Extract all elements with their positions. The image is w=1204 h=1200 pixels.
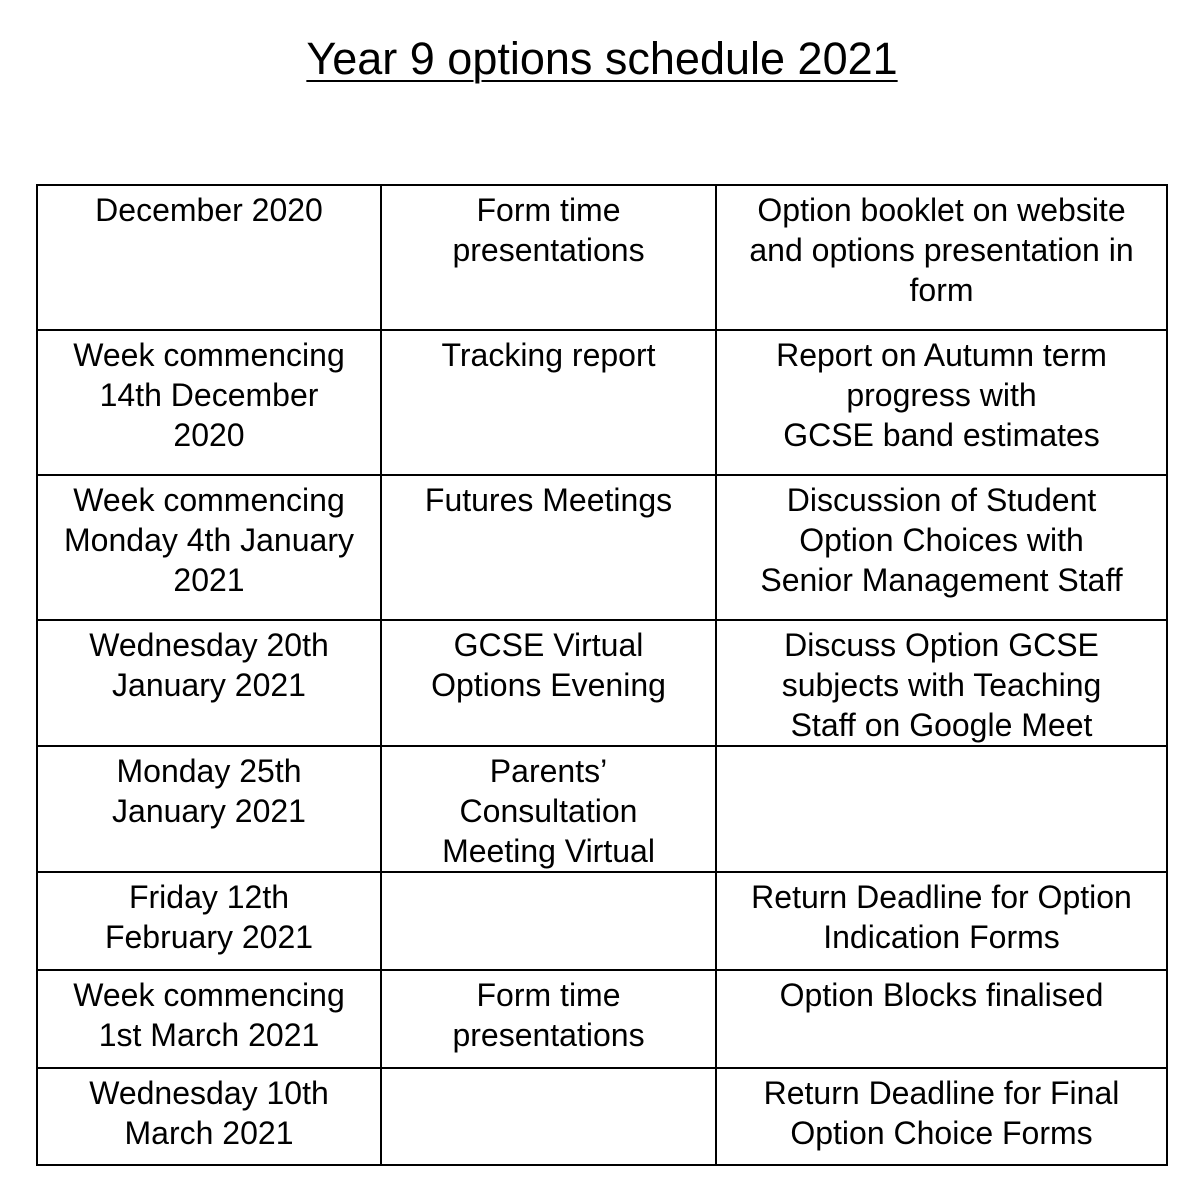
details-cell: Discuss Option GCSE subjects with Teaching Staff on Google Meet xyxy=(716,620,1167,746)
details-cell xyxy=(716,746,1167,872)
table-row xyxy=(37,1068,1167,1165)
table-row xyxy=(37,746,1167,872)
details-cell: Report on Autumn term progress with GCSE band estimates xyxy=(716,330,1167,475)
table-row xyxy=(37,330,1167,475)
event-cell xyxy=(381,1068,716,1165)
table-row xyxy=(37,620,1167,746)
event-cell xyxy=(381,872,716,970)
details-cell: Option booklet on website and options presentation in form xyxy=(716,185,1167,330)
date-cell: December 2020 xyxy=(37,185,381,330)
date-cell: Week commencing 1st March 2021 xyxy=(37,970,381,1068)
details-cell: Return Deadline for Option Indication Forms xyxy=(716,872,1167,970)
schedule-table xyxy=(36,184,1168,1166)
table-row xyxy=(37,872,1167,970)
event-cell: Form time presentations xyxy=(381,185,716,330)
date-cell: Wednesday 20th January 2021 xyxy=(37,620,381,746)
event-cell: Futures Meetings xyxy=(381,475,716,620)
details-cell: Discussion of Student Option Choices with Senior Management Staff xyxy=(716,475,1167,620)
table-row xyxy=(37,185,1167,330)
details-cell: Return Deadline for Final Option Choice Forms xyxy=(716,1068,1167,1165)
table-row xyxy=(37,970,1167,1068)
event-cell: Parents’ Consultation Meeting Virtual xyxy=(381,746,716,872)
details-cell: Option Blocks finalised xyxy=(716,970,1167,1068)
page-title: Year 9 options schedule 2021 xyxy=(306,33,898,84)
event-cell: Tracking report xyxy=(381,330,716,475)
date-cell: Monday 25th January 2021 xyxy=(37,746,381,872)
date-cell: Friday 12th February 2021 xyxy=(37,872,381,970)
event-cell: GCSE Virtual Options Evening xyxy=(381,620,716,746)
date-cell: Wednesday 10th March 2021 xyxy=(37,1068,381,1165)
date-cell: Week commencing Monday 4th January 2021 xyxy=(37,475,381,620)
date-cell: Week commencing 14th December 2020 xyxy=(37,330,381,475)
table-row xyxy=(37,475,1167,620)
event-cell: Form time presentations xyxy=(381,970,716,1068)
